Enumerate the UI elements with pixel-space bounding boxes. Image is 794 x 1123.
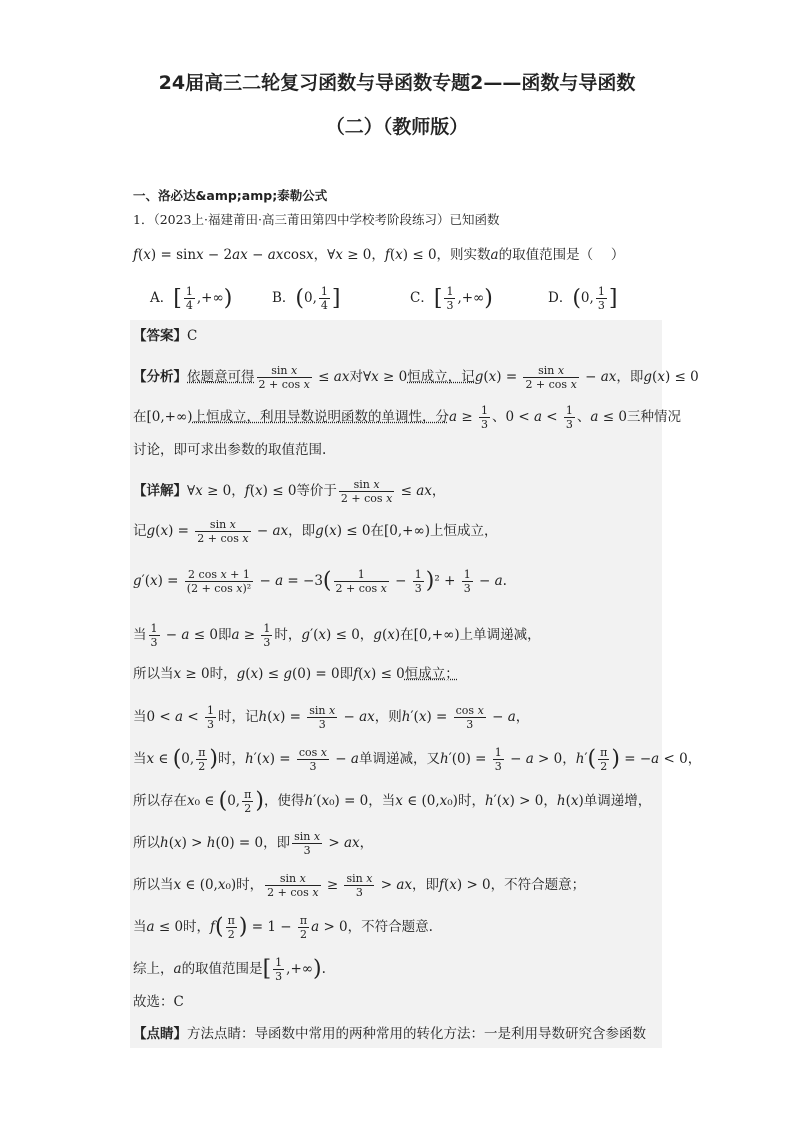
detail-line-6: 当0 < a < $\frac{1}{3}$ 时，记h(x) = $\frac{\text{sin x}}{3}$ − ax，则h′(x) = $\frac{\text{cos x}}{3}$ − a， <box>133 704 530 731</box>
detail-line-13: 故选：C <box>133 994 184 1010</box>
option-c[interactable]: C．[ $\frac{1}{3}$ ,+∞) <box>410 285 493 312</box>
doc-title: 24届高三二轮复习函数与导函数专题2——函数与导函数 <box>158 72 636 94</box>
detail-line-5: 所以当x ≥ 0时，g(x) ≤ g(0) = 0即f(x) ≤ 0恒成立； <box>133 666 459 682</box>
detail-line-1: 【详解】∀x ≥ 0，f(x) ≤ 0等价于 $\frac{\text{sin x}}{\text{2 + cos x}}$ ≤ ax， <box>133 478 446 505</box>
option-d[interactable]: D．(0, $\frac{1}{3}$ ] <box>548 285 618 312</box>
detail-line-9: 所以h(x) > h(0) = 0，即 $\frac{\text{sin x}}{3}$ > ax， <box>133 830 374 857</box>
option-b[interactable]: B．(0, $\frac{1}{4}$ ] <box>272 285 341 312</box>
analysis-line-3: 讨论，即可求出参数的取值范围. <box>133 442 327 458</box>
detail-line-7: 当x ∈ (0, $\frac{\pi}{2}$ )时，h′(x) = $\frac{\text{cos x}}{3}$ − a单调递减，又h′(0) = $\frac{1}{3}$ − a > 0，h′( $\frac{\pi}{2}$ ) = −a < 0， <box>133 746 702 773</box>
detail-line-3: g′(x) = $\frac{\text{2 cos x + 1}}{\text{(2 + cos x)²}}$ − a = −3( $\frac{1}{\text{2 + cos x}}$ − $\frac{1}{3}$ )² + $\frac{1}{3}$ − a. <box>133 568 507 595</box>
question-source: 1．（2023上·福建莆田·高三莆田第四中学校考阶段练习）已知函数 <box>133 212 500 227</box>
analysis-line-2: 在[0,+∞)上恒成立，利用导数说明函数的单调性，分a ≥ $\frac{1}{3}$ 、0 < a < $\frac{1}{3}$ 、a ≤ 0三种情况 <box>133 404 681 431</box>
analysis-line-1: 【分析】依题意可得 $\frac{\text{sin x}}{\text{2 + cos x}}$ ≤ ax对∀x ≥ 0恒成立，记g(x) = $\frac{\text{sin x}}{\text{2 + cos x}}$ − ax，即g(x) ≤ 0 <box>133 364 699 391</box>
option-a[interactable]: A．[ $\frac{1}{4}$ ,+∞) <box>150 285 233 312</box>
question-stem: f(x) = sinx − 2ax − axcosx，∀x ≥ 0，f(x) ≤ 0，则实数a的取值范围是（ ） <box>133 247 625 263</box>
answer-line: 【答案】C <box>133 328 198 344</box>
comment-line: 【点睛】方法点睛：导函数中常用的两种常用的转化方法：一是利用导数研究含参函数 <box>133 1026 646 1042</box>
detail-line-8: 所以存在x₀ ∈ (0, $\frac{\pi}{2}$ )，使得h′(x₀) = 0，当x ∈ (0,x₀)时，h′(x) > 0，h(x)单调递增， <box>133 788 652 815</box>
detail-line-2: 记g(x) = $\frac{\text{sin x}}{\text{2 + cos x}}$ − ax，即g(x) ≤ 0在[0,+∞)上恒成立， <box>133 518 498 545</box>
detail-line-10: 所以当x ∈ (0,x₀)时， $\frac{\text{sin x}}{\text{2 + cos x}}$ ≥ $\frac{\text{sin x}}{3}$ > ax，即f(x) > 0，不符合题意； <box>133 872 586 899</box>
detail-line-11: 当a ≤ 0时，f( $\frac{\pi}{2}$ ) = 1 − $\frac{\pi}{2}$ a > 0，不符合题意. <box>133 914 433 941</box>
doc-subtitle: （二）（教师版） <box>325 116 469 138</box>
section-heading: 一、洛必达&amp;amp;泰勒公式 <box>133 188 328 203</box>
detail-line-12: 综上，a的取值范围是[ $\frac{1}{3}$ ,+∞). <box>133 956 326 983</box>
detail-line-4: 当 $\frac{1}{3}$ − a ≤ 0即a ≥ $\frac{1}{3}$ 时，g′(x) ≤ 0，g(x)在[0,+∞)上单调递减， <box>133 622 541 649</box>
